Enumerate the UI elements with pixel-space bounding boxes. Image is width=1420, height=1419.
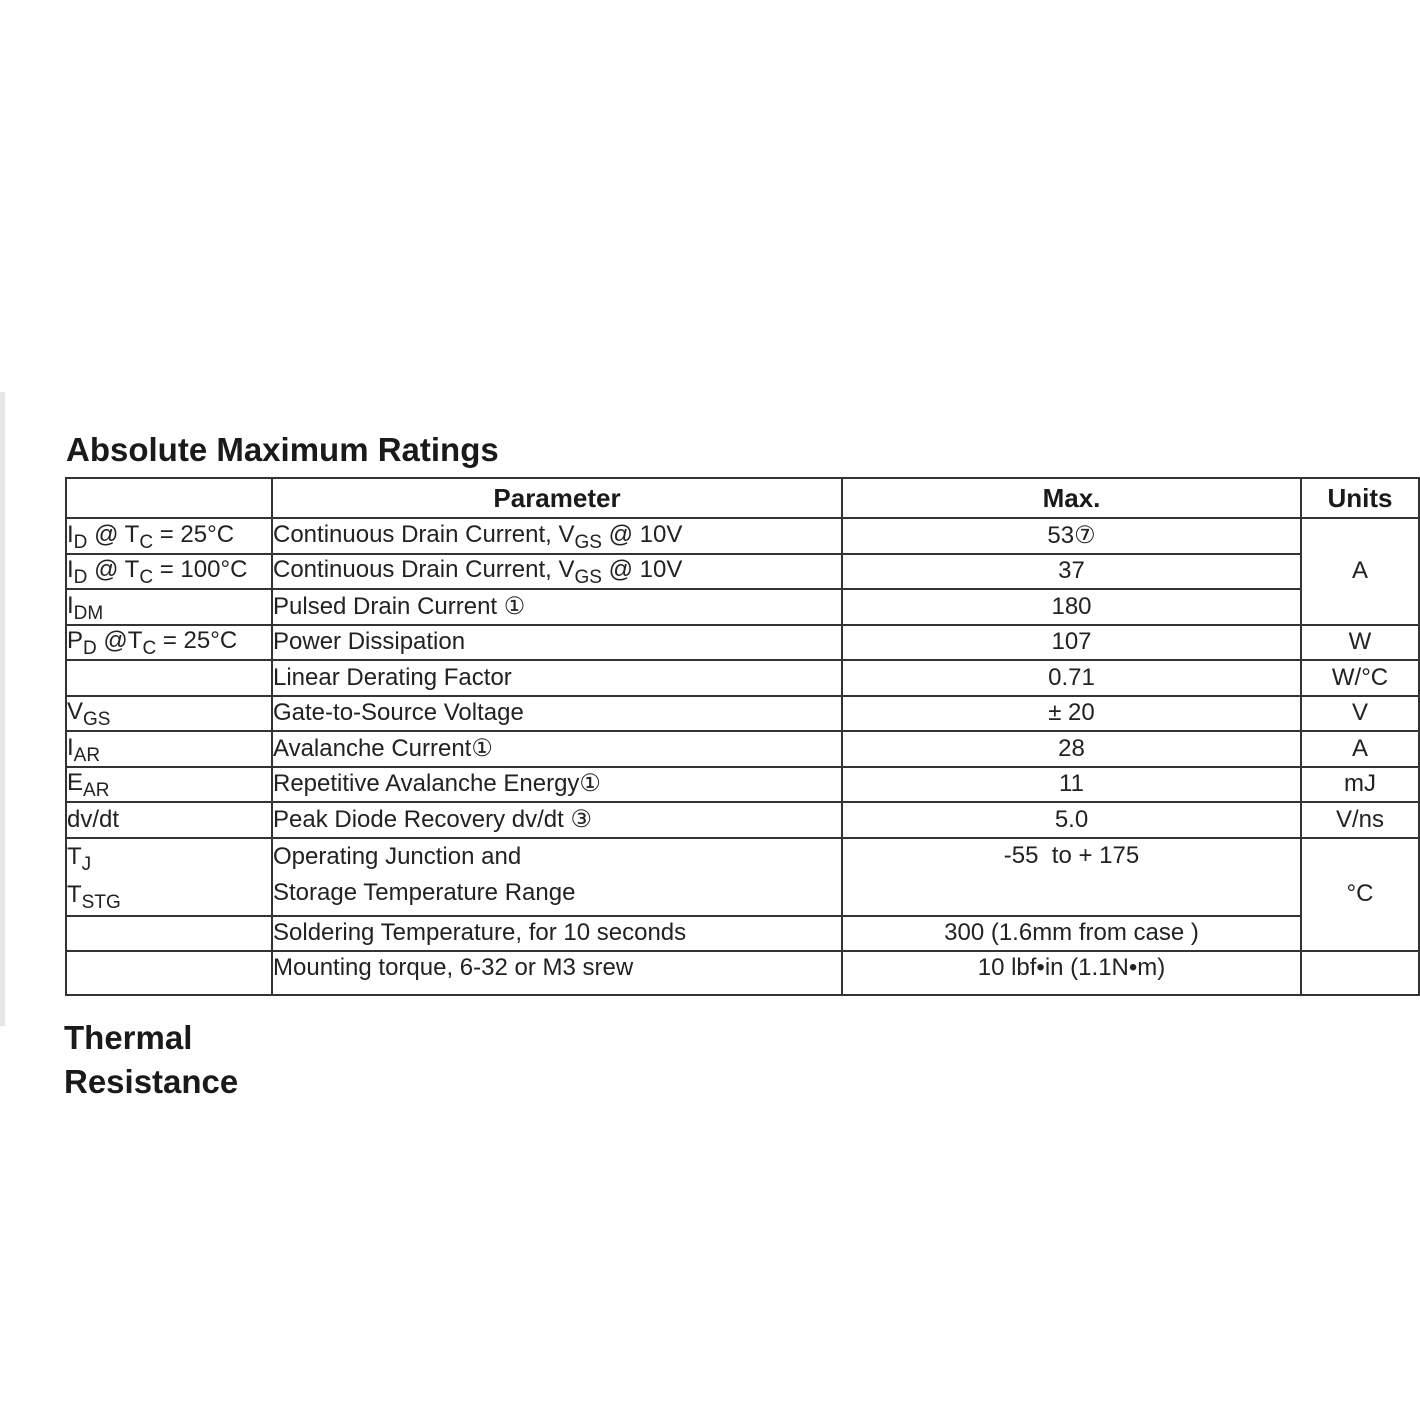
symbol-cell: [66, 951, 272, 995]
units-cell: W: [1301, 625, 1419, 661]
max-cell: 300 (1.6mm from case ): [842, 916, 1301, 952]
parameter-cell: Linear Derating Factor: [272, 660, 842, 696]
max-cell: 10 lbf•in (1.1N•m): [842, 951, 1301, 995]
units-cell: [1301, 951, 1419, 995]
parameter-cell: Peak Diode Recovery dv/dt ③: [272, 802, 842, 838]
table-row: [66, 625, 1419, 661]
max-cell: 53⑦: [842, 518, 1301, 554]
next-section-title: Thermal Resistance: [64, 1019, 239, 1100]
header-units: Units: [1301, 478, 1419, 518]
symbol-cell: $P_D$ $@T_C = 25^\circ C$: [66, 625, 272, 661]
table-row: [66, 589, 1419, 625]
parameter-cell: Soldering Temperature, for 10 seconds: [272, 916, 842, 952]
parameter-cell: Mounting torque, 6-32 or M3 srew: [272, 951, 842, 995]
units-cell: W/°C: [1301, 660, 1419, 696]
parameter-cell: Operating Junction and Storage Temperature Range: [272, 838, 842, 916]
next-section-title-cropped: [64, 1008, 304, 1100]
table-row: [66, 660, 1419, 696]
symbol-cell: $I_D$ @ $T_C = 100^\circ C$: [66, 554, 272, 590]
header-symbol: [66, 478, 272, 518]
symbol-cell: $I_{AR}$: [66, 731, 272, 767]
max-cell: ± 20: [842, 696, 1301, 732]
units-cell: A: [1301, 731, 1419, 767]
header-parameter: Parameter: [272, 478, 842, 518]
symbol-cell: [66, 916, 272, 952]
symbol-cell: $I_{DM}$: [66, 589, 272, 625]
table-row: [66, 916, 1419, 952]
table-row: [66, 554, 1419, 590]
symbol-cell: $V_{GS}$: [66, 696, 272, 732]
left-margin-rule: [0, 392, 5, 1026]
units-cell: °C: [1301, 838, 1419, 952]
parameter-cell: Gate-to-Source Voltage: [272, 696, 842, 732]
table-row: [66, 838, 1419, 916]
max-cell: 37: [842, 554, 1301, 590]
symbol-cell: $T_J$ $T_{STG}$: [66, 838, 272, 916]
section-title: Absolute Maximum Ratings: [66, 431, 499, 468]
units-cell: V/ns: [1301, 802, 1419, 838]
units-cell: A: [1301, 518, 1419, 625]
max-cell: 107: [842, 625, 1301, 661]
table-row: [66, 951, 1419, 995]
symbol-cell: dv/dt: [66, 802, 272, 838]
absolute-maximum-ratings-table: [65, 477, 1420, 996]
parameter-cell: Pulsed Drain Current ①: [272, 589, 842, 625]
max-cell: 11: [842, 767, 1301, 803]
symbol-cell: $E_{AR}$: [66, 767, 272, 803]
symbol-cell: [66, 660, 272, 696]
table-row: [66, 767, 1419, 803]
table-row: [66, 696, 1419, 732]
max-cell: 28: [842, 731, 1301, 767]
parameter-cell: Avalanche Current①: [272, 731, 842, 767]
max-cell: 0.71: [842, 660, 1301, 696]
table-row: [66, 802, 1419, 838]
parameter-cell: Continuous Drain Current, $V_{GS}$ @ 10V: [272, 554, 842, 590]
max-cell: -55 to + 175: [842, 838, 1301, 916]
header-max: Max.: [842, 478, 1301, 518]
symbol-cell: $I_D$ @ $T_C = 25^\circ C$: [66, 518, 272, 554]
table-header-row: [66, 478, 1419, 518]
parameter-cell: Repetitive Avalanche Energy①: [272, 767, 842, 803]
units-cell: mJ: [1301, 767, 1419, 803]
parameter-cell: Power Dissipation: [272, 625, 842, 661]
table-row: [66, 518, 1419, 554]
table-row: [66, 731, 1419, 767]
parameter-cell: Continuous Drain Current, $V_{GS}$ @ 10V: [272, 518, 842, 554]
max-cell: 180: [842, 589, 1301, 625]
max-cell: 5.0: [842, 802, 1301, 838]
units-cell: V: [1301, 696, 1419, 732]
